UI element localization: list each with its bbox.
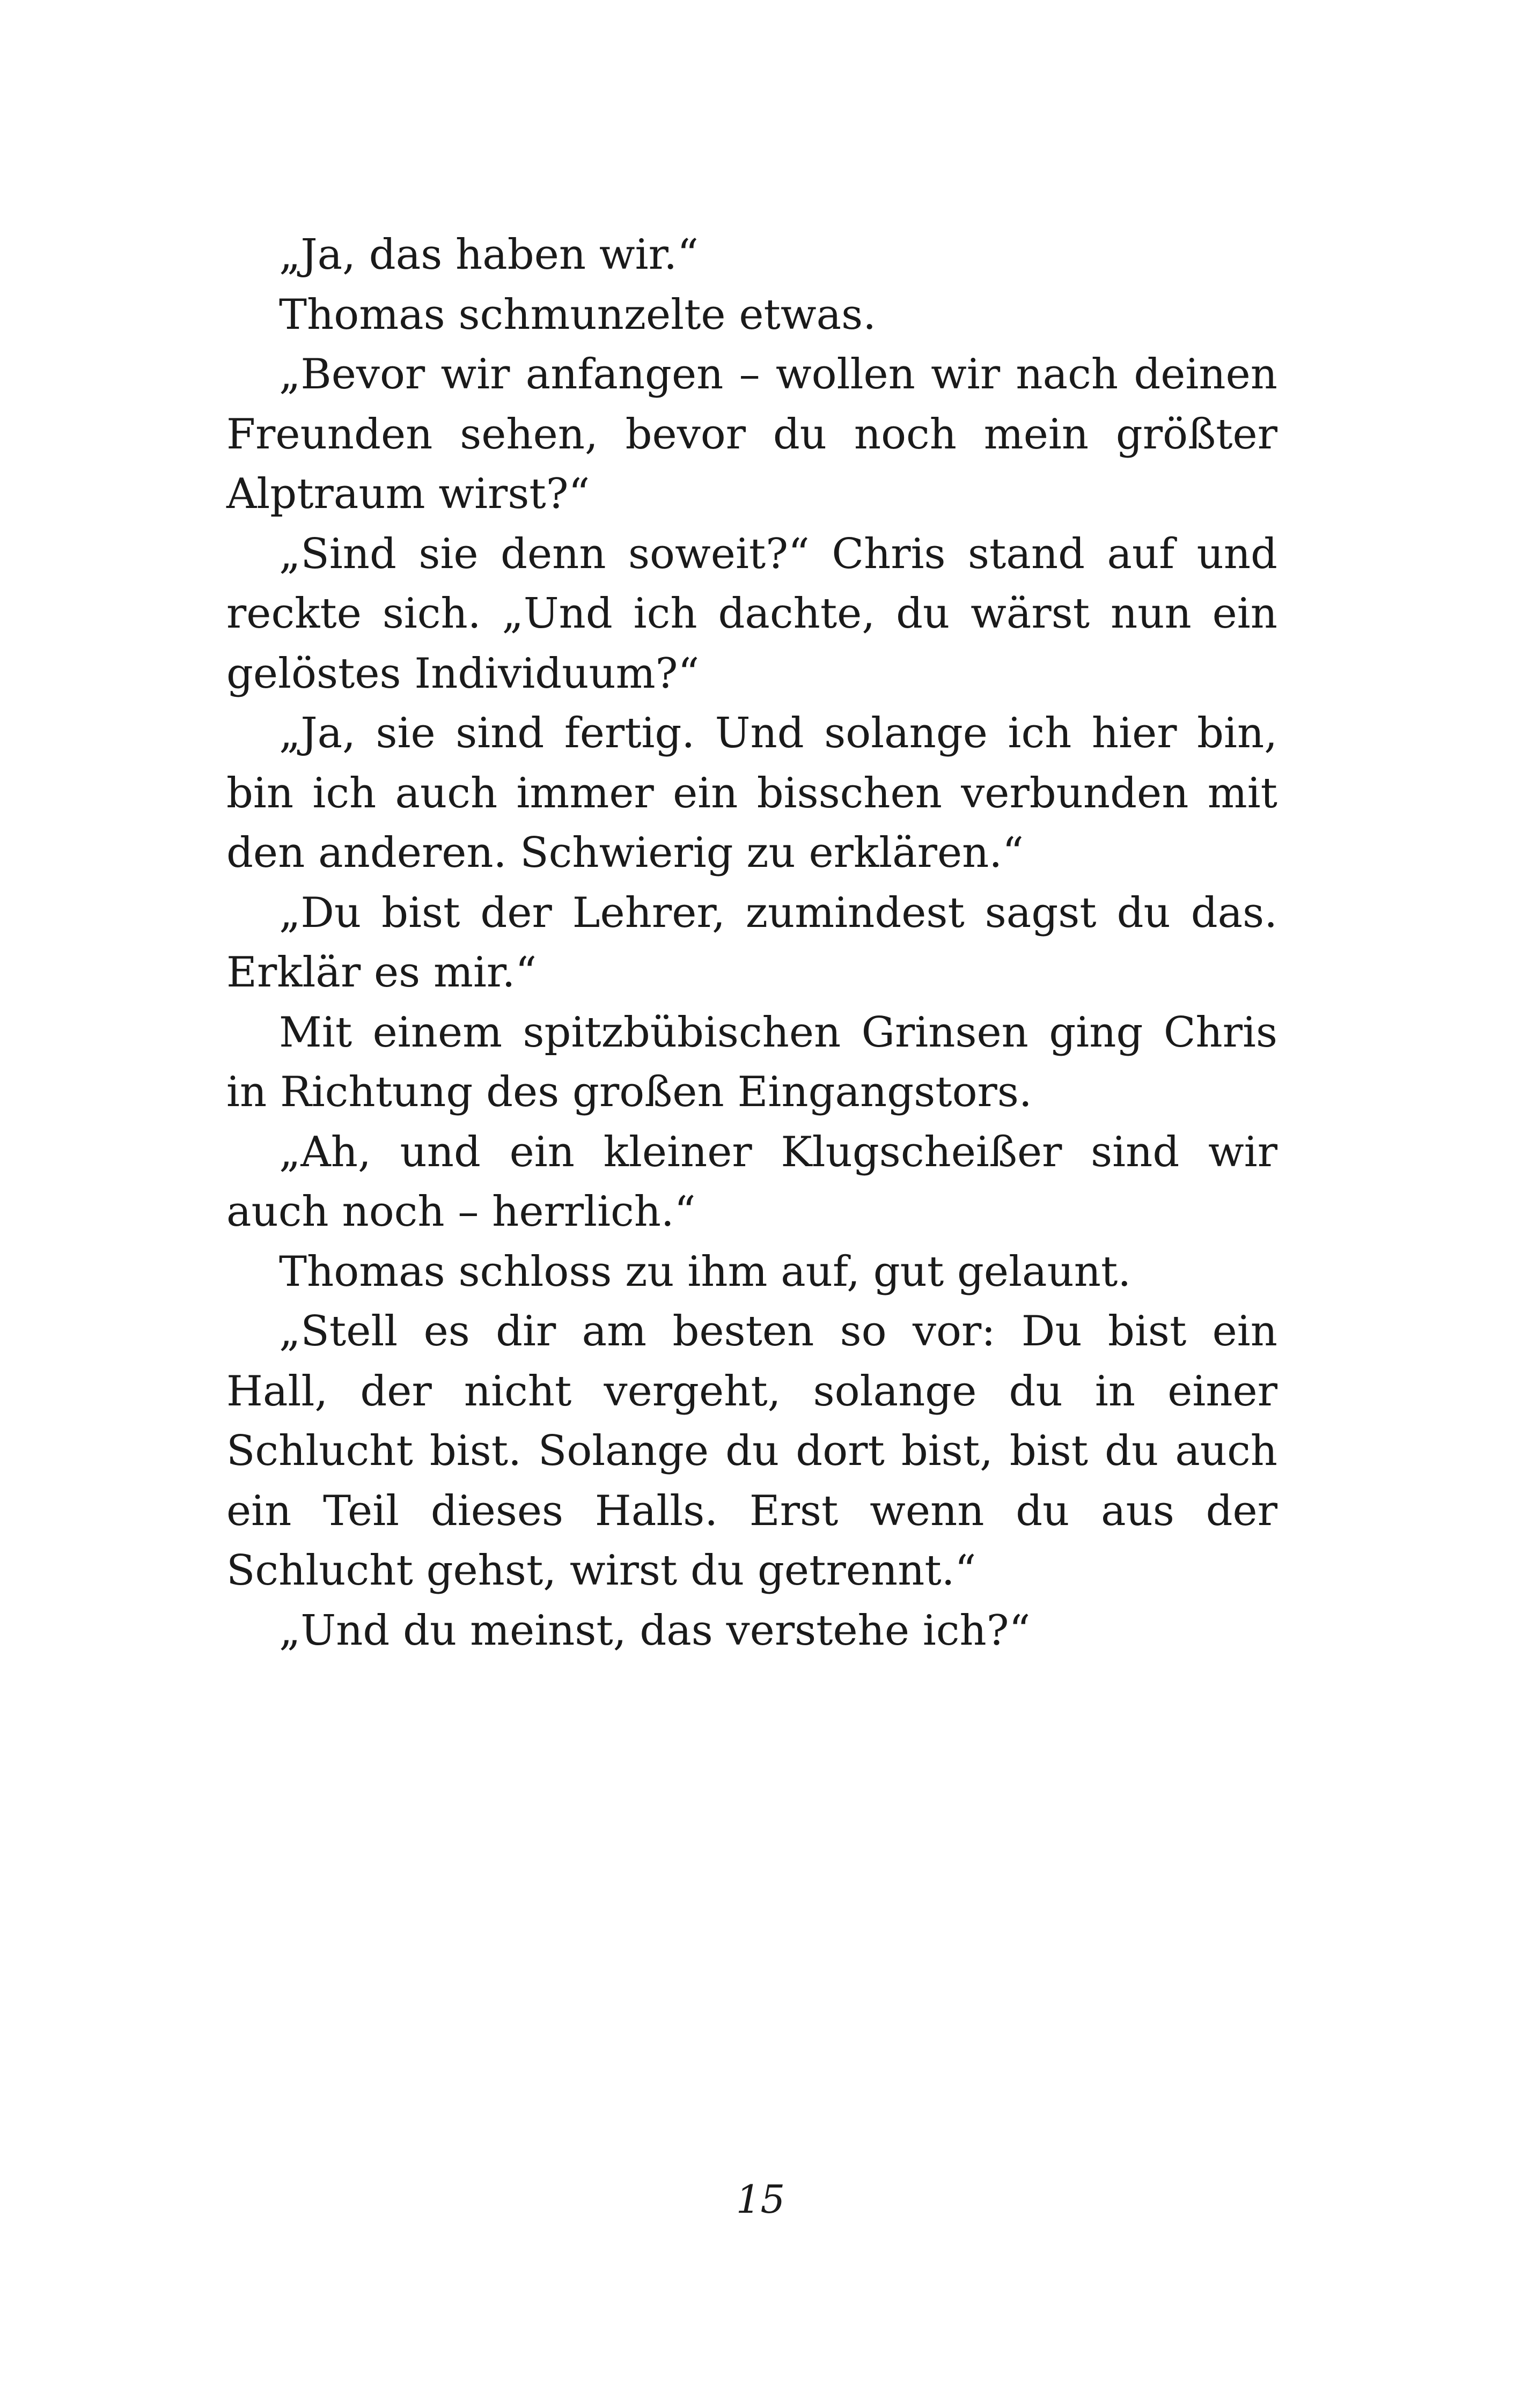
paragraph: „Sind sie denn soweit?“ Chris stand auf und reckte sich. „Und ich dachte, du wärst nun ein gelöstes Individuum?“ bbox=[226, 529, 1277, 698]
page-number: 15 bbox=[736, 2177, 785, 2222]
paragraph: Mit einem spitzbübischen Grinsen ging Chris in Richtung des großen Eingangstors. bbox=[226, 1008, 1277, 1116]
paragraph: „Du bist der Lehrer, zumindest sagst du das. Erklär es mir.“ bbox=[226, 888, 1277, 997]
paragraph: „Ja, sie sind fertig. Und solange ich hier bin, bin ich auch immer ein bisschen verbunden mit den anderen. Schwierig zu erklären.“ bbox=[226, 709, 1277, 877]
paragraph: „Und du meinst, das verstehe ich?“ bbox=[279, 1606, 1031, 1655]
paragraph: Thomas schloss zu ihm auf, gut gelaunt. bbox=[279, 1247, 1131, 1296]
body-text bbox=[226, 225, 1277, 1661]
paragraph: „Stell es dir am besten so vor: Du bist ein Hall, der nicht vergeht, solange du in einer Schlucht bist. Solange du dort bist, bist du auch ein Teil dieses Halls. Erst wenn du aus der Schlucht gehst, wirst du getrennt.“ bbox=[226, 1307, 1277, 1595]
paragraph: Thomas schmunzelte etwas. bbox=[279, 290, 876, 339]
paragraph: „Ah, und ein kleiner Klugscheißer sind wir auch noch – herrlich.“ bbox=[226, 1128, 1277, 1236]
paragraph: „Bevor wir anfangen – wollen wir nach deinen Freunden sehen, bevor du noch mein größter Alptraum wirst?“ bbox=[226, 350, 1277, 518]
paragraph: „Ja, das haben wir.“ bbox=[279, 231, 699, 279]
